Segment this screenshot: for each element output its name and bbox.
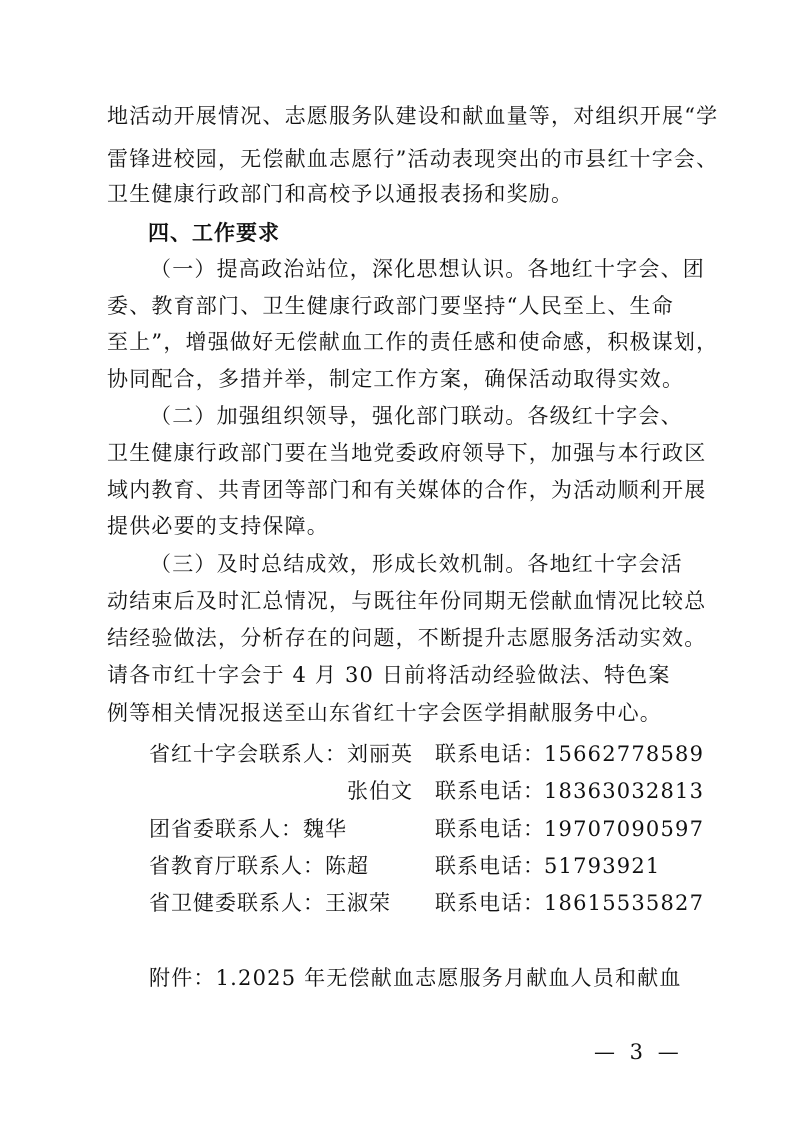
contact-name: 省红十字会联系人：刘丽英 (149, 742, 413, 766)
paragraph-line: 结经验做法，分析存在的问题，不断提升志愿服务活动实效。 (107, 626, 707, 650)
paragraph-line: （二）加强组织领导，强化部门联动。各级红十字会、 (150, 404, 683, 428)
paragraph-line: 域内教育、共青团等部门和有关媒体的合作，为活动顺利开展 (107, 478, 707, 502)
attachment-line: 附件：1.2025 年无偿献血志愿服务月献血人员和献血 (149, 966, 682, 990)
paragraph-line: （三）及时总结成效，形成长效机制。各地红十字会活 (150, 552, 683, 576)
contact-row (0, 814, 794, 844)
paragraph-line: 例等相关情况报送至山东省红十字会医学捐献服务中心。 (107, 701, 662, 725)
paragraph-line: 请各市红十字会于 4 月 30 日前将活动经验做法、特色案 (107, 663, 671, 687)
paragraph-line: 至上”，增强做好无偿献血工作的责任感和使命感，积极谋划， (107, 330, 719, 354)
contact-phone-label: 联系电话： (435, 817, 545, 841)
paragraph-line: 卫生健康行政部门和高校予以通报表扬和奖励。 (107, 182, 574, 206)
contact-phone-number: 18615535827 (544, 891, 705, 915)
contact-phone-number: 51793921 (544, 854, 661, 878)
contact-name: 团省委联系人：魏华 (149, 817, 347, 841)
contact-row (0, 739, 794, 769)
contact-phone-number: 15662778589 (544, 742, 705, 766)
contact-row (0, 851, 794, 881)
contact-phone-number: 19707090597 (544, 817, 705, 841)
contact-name: 省卫健委联系人：王淑荣 (149, 891, 391, 915)
contact-phone-label: 联系电话： (435, 891, 545, 915)
paragraph-line: 动结束后及时汇总情况，与既往年份同期无偿献血情况比较总 (107, 589, 707, 613)
paragraph-line: （一）提高政治站位，深化思想认识。各地红十字会、团 (150, 257, 705, 281)
paragraph-line: 提供必要的支持保障。 (107, 514, 329, 538)
section-heading: 四、工作要求 (148, 221, 280, 245)
contact-name: 省教育厅联系人：陈超 (149, 854, 369, 878)
paragraph-line: 委、教育部门、卫生健康行政部门要坚持“人民至上、生命 (107, 294, 674, 318)
contact-row (0, 888, 794, 918)
paragraph-line: 卫生健康行政部门要在当地党委政府领导下，加强与本行政区 (107, 441, 707, 465)
contact-name: 张伯文 (347, 779, 413, 803)
paragraph-line: 协同配合，多措并举，制定工作方案，确保活动取得实效。 (107, 367, 685, 391)
contact-phone-label: 联系电话： (435, 854, 545, 878)
contact-phone-label: 联系电话： (435, 779, 545, 803)
contact-row (0, 776, 794, 806)
page-number: — 3 — (594, 1040, 683, 1064)
contact-phone-label: 联系电话： (435, 742, 545, 766)
paragraph-line: 地活动开展情况、志愿服务队建设和献血量等，对组织开展“学 (107, 104, 719, 128)
contact-phone-number: 18363032813 (544, 779, 705, 803)
paragraph-line: 雷锋进校园，无偿献血志愿行”活动表现突出的市县红十字会、 (107, 147, 719, 171)
